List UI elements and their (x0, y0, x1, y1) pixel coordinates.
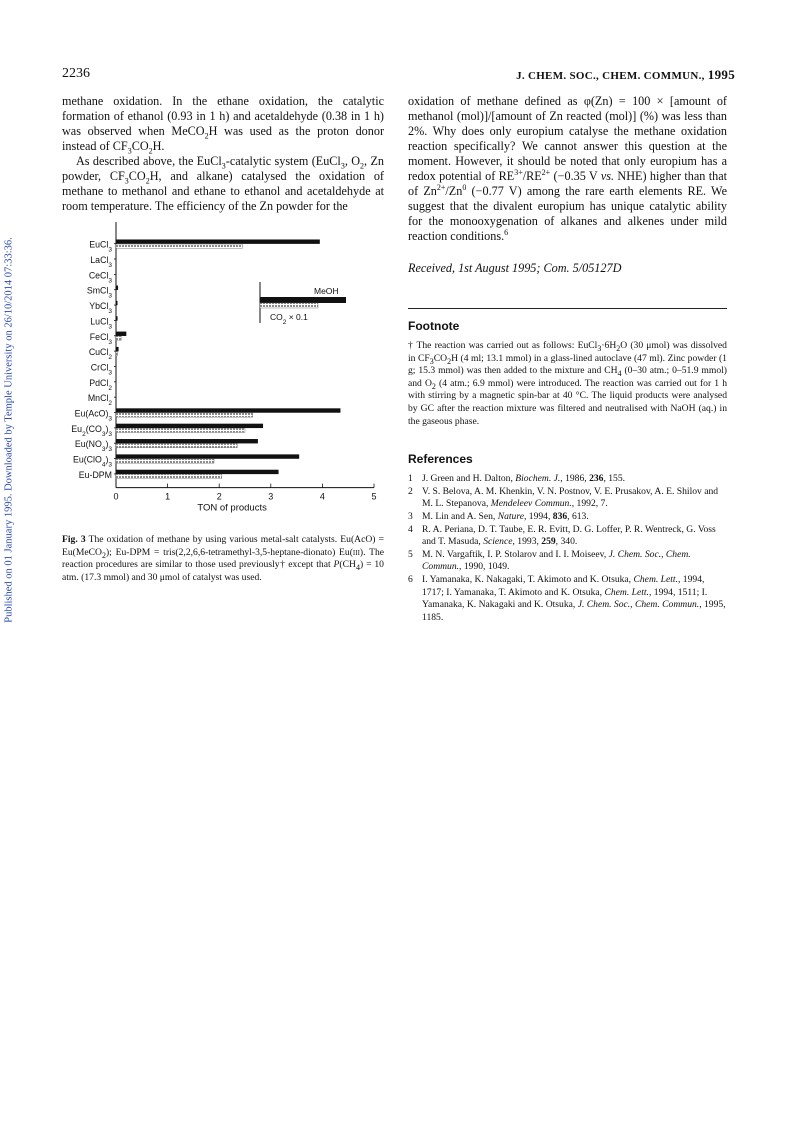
left-paragraph-1: methane oxidation. In the ethane oxidation, the catalytic formation of ethanol (0.93 in 1 h) and acetaldehyde (0.38 in 1 h) was observed when MeCO$_2$H was used as the proton donor instead of $CF_3CO_2H$. (62, 94, 385, 156)
bar-co2 (116, 428, 245, 432)
bar-meoh (116, 408, 340, 412)
bar-co2 (116, 474, 222, 478)
category-label: MnCl$_2$ (87, 393, 112, 407)
section-divider (408, 308, 727, 309)
right-column (408, 94, 727, 624)
reference-item: 6 I. Yamanaka, K. Nakagaki, T. Akimoto and K. Otsuka, Chem. Lett., 1994, 1717; I. Yamanaka, T. Akimoto and K. Otsuka, Chem. Lett., 1994, 1511; I. Yamanaka, K. Nakagaki and K. Otsuka, J. Chem. Soc., Chem. Commun., 1995, 1185. (408, 573, 726, 623)
legend-co2-swatch (260, 303, 318, 308)
footnote-text: † The reaction was carried out as follows: $EuCl_3\cdot 6H_2O$ (30 μmol) was dissolved in $CF_3CO_2H$ (4 ml; 13.1 mmol) in a glass-lined autoclave (47 ml). Zinc powder (1 g; 15.3 mmol) was then added to the mixture and $CH_4$ (0–30 atm.; 0–51.9 mmol) and $O_2$ (4 atm.; 6.9 mmol) were introduced. The reaction was carried out for 1 h with stirring by a magnetic spin-bar at 40 °C. The liquid products were analysed by GC after the reaction mixture was filtered and neutralised with NaOH (aq.) in the gaseous phase. (408, 340, 727, 427)
bar-meoh (116, 439, 258, 443)
left-paragraph-2: As described above, the EuCl$_3$-catalytic system (EuCl$_3$, $O_2$, Zn powder, $CF_3CO_2H$, and alkane) catalysed the oxidation of methane to methanol and ethane to ethanol and acetaldehyde at room temperature. The efficiency of the Zn powder for the (62, 154, 384, 213)
category-label: SmCl$_3$ (86, 285, 112, 300)
category-label: $Eu(AcO)_3$ (74, 408, 112, 423)
x-tick-label: 4 (319, 491, 325, 502)
reference-item: 5 M. N. Vargaftik, I. P. Stolarov and I. I. Moiseev, J. Chem. Soc., Chem. Commun., 1990, 1049. (408, 548, 691, 573)
bar-co2 (116, 352, 118, 356)
reference-item: 2 V. S. Belova, A. M. Khenkin, V. N. Postnov, V. E. Prusakov, A. E. Shilov and M. L. Stepanova, Mendeleev Commun., 1992, 7. (408, 485, 719, 510)
references-section (408, 452, 727, 624)
right-paragraph-1: oxidation of methane defined as φ(Zn) = 100 × [amount of methanol (mol)]/[amount of Zn reacted (mol)] (%) was less than 2%. Why does only europium catalyse the methane oxidation reaction specifically? We cannot answer this question at the moment. However, it should be noted that only europium has a redox potential of $RE^{3+}/RE^{2+}$ (−0.35 V vs. NHE) higher than that of $Zn^{2+}/Zn^0$ (−0.77 V) among the rare earth elements RE. We suggest that the divalent europium has unique catalytic ability for the monooxygenation of alkanes and alkenes under mild reaction conditions.$^6$ (408, 94, 727, 243)
bar-meoh (116, 332, 126, 336)
bar-chart-svg (62, 218, 384, 528)
category-label: YbCl$_3$ (89, 301, 112, 315)
x-tick-label: 2 (216, 491, 222, 502)
bar-co2 (116, 444, 237, 448)
reference-item: 1 J. Green and H. Dalton, Biochem. J., 1986, 236, 155. (408, 473, 626, 485)
category-label: $Eu(ClO_4)_3$ (72, 454, 112, 469)
bar-meoh (116, 286, 118, 290)
x-tick-label: 1 (165, 491, 171, 502)
bar-co2 (116, 459, 214, 463)
references-heading: References (408, 452, 473, 467)
bar-meoh (116, 424, 263, 428)
figure-caption: Fig. 3 The oxidation of methane by using various metal-salt catalysts. Eu(AcO) = Eu(MeCO$_2$); Eu-DPM = tris(2,2,6,6-tetramethyl-3,5-heptane-dionato) Eu(iii). The reaction procedures are similar to those used previously† except that $P(CH_4) = 10$ atm. (17.3 mmol) and 30 μmol of catalyst was used. (62, 534, 385, 583)
references-list (408, 473, 727, 624)
page-number: 2236 (62, 66, 90, 81)
category-label: LuCl$_3$ (90, 316, 112, 330)
x-tick-label: 3 (268, 491, 274, 502)
x-axis-label: TON of products (197, 502, 267, 514)
category-label: CeCl$_3$ (88, 270, 112, 284)
bar-meoh (116, 347, 119, 351)
category-label: CuCl$_2$ (88, 347, 112, 361)
bar-meoh (116, 301, 118, 305)
publication-sidebar-note (2, 160, 16, 700)
bar-meoh (116, 470, 279, 474)
figure-3-chart (62, 218, 384, 528)
reference-item: 3 M. Lin and A. Sen, Nature, 1994, 836, 613. (408, 510, 589, 522)
legend-meoh-swatch (260, 297, 346, 303)
legend-meoh-label: MeOH (314, 286, 339, 296)
sidebar-text: Published on 01 January 1995. Downloaded by Temple University on 26/10/2014 07:33:36. (3, 237, 15, 623)
category-label: FeCl$_3$ (89, 331, 112, 346)
bar-co2 (116, 336, 121, 340)
footnote-heading: Footnote (408, 319, 460, 333)
bar-co2 (116, 413, 253, 417)
category-label: CrCl$_3$ (90, 362, 112, 376)
x-tick-label: 5 (371, 491, 377, 502)
reference-item: 4 R. A. Periana, D. T. Taube, E. R. Evitt, D. G. Loffer, P. R. Wentreck, G. Voss and T. Masuda, Science, 1993, 259, 340. (408, 523, 716, 548)
category-label: LaCl$_3$ (90, 255, 112, 269)
journal-header (516, 67, 735, 83)
x-tick-label: 0 (113, 491, 119, 502)
bar-co2 (116, 244, 242, 248)
bar-meoh (116, 316, 118, 320)
legend-co2-label: $CO_2 \times 0.1$ (270, 312, 308, 326)
category-label: Eu-DPM (78, 469, 112, 480)
category-label: PdCl$_2$ (89, 377, 112, 392)
left-column (62, 94, 384, 214)
bar-meoh (116, 454, 299, 458)
journal-name: J. CHEM. SOC., CHEM. COMMUN., (516, 70, 705, 82)
category-label: EuCl$_3$ (89, 239, 112, 254)
category-label: $Eu(NO_3)_3$ (74, 439, 112, 453)
received-line: Received, 1st August 1995; Com. 5/05127D (408, 261, 622, 275)
bar-meoh (116, 239, 320, 243)
journal-year: 1995 (707, 67, 735, 82)
figure-label: Fig. 3 (62, 534, 86, 545)
category-label: $Eu_2(CO_3)_3$ (71, 423, 112, 438)
